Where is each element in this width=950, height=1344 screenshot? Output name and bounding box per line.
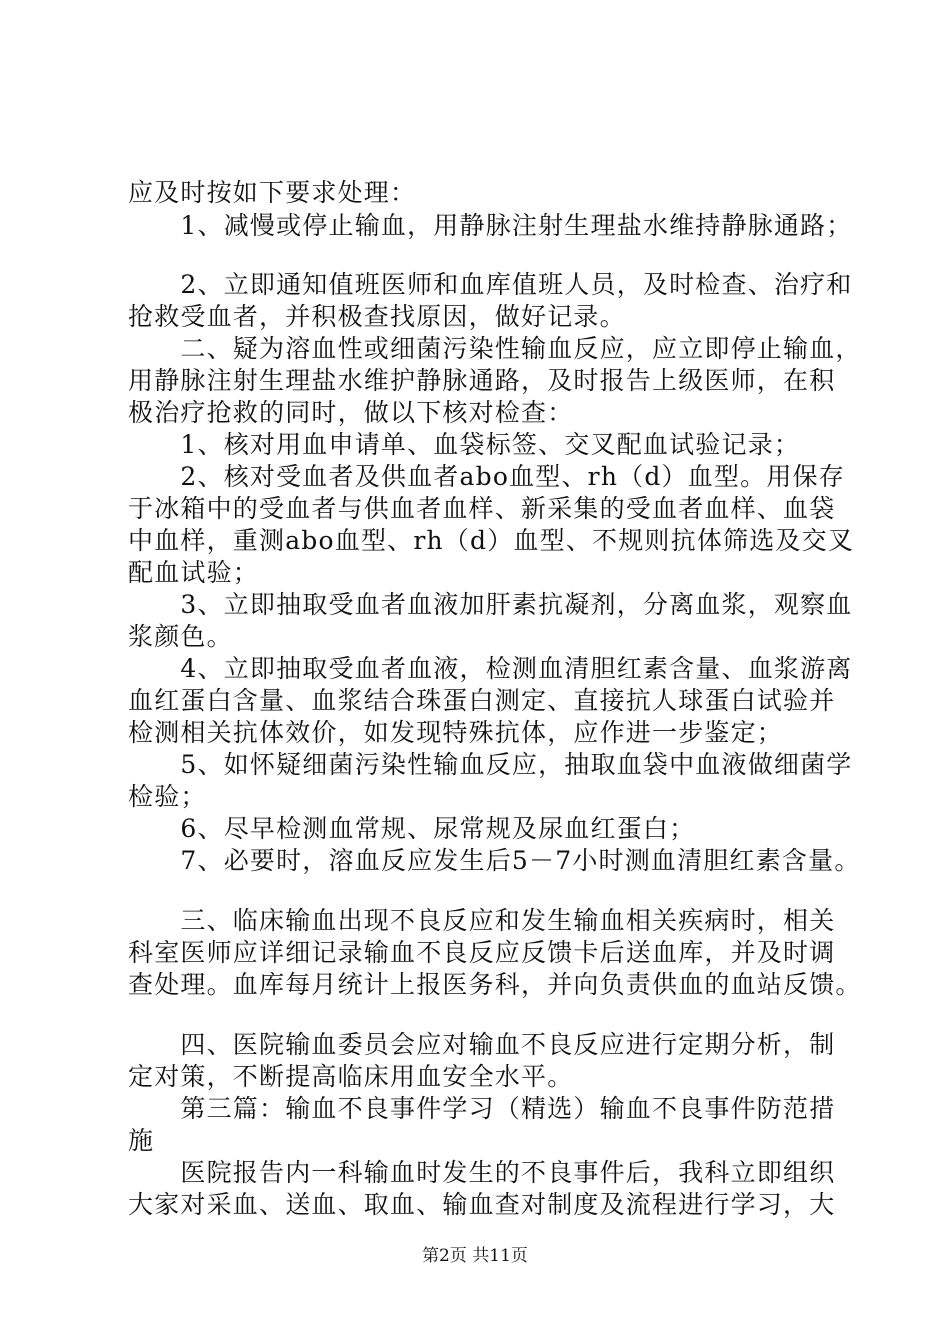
- text-line: 大家对采血、送血、取血、输血查对制度及流程进行学习，大: [128, 1190, 836, 1219]
- text-line: 7、必要时，溶血反应发生后5－7小时测血清胆红素含量。: [128, 846, 861, 875]
- text-line: 6、尽早检测血常规、尿常规及尿血红蛋白；: [128, 814, 696, 843]
- text-line: 查处理。血库每月统计上报医务科，并向负责供血的血站反馈。: [128, 970, 862, 999]
- text-line: 于冰箱中的受血者与供血者血样、新采集的受血者血样、血袋: [128, 494, 836, 523]
- text-line: 三、临床输血出现不良反应和发生输血相关疾病时，相关: [128, 906, 836, 935]
- text-line: 应及时按如下要求处理：: [128, 178, 417, 207]
- page-number: 第2页 共11页: [422, 1246, 528, 1266]
- text-line: 极治疗抢救的同时，做以下核对检查：: [128, 398, 574, 427]
- text-line: 5、如怀疑细菌污染性输血反应，抽取血袋中血液做细菌学: [128, 750, 853, 779]
- text-line: 中血样，重测abo血型、rh（d）血型、不规则抗体筛选及交叉: [128, 526, 855, 555]
- text-line: 医院报告内一科输血时发生的不良事件后，我科立即组织: [128, 1158, 836, 1187]
- text-line: 1、减慢或停止输血，用静脉注射生理盐水维持静脉通路；: [128, 211, 853, 240]
- text-line: 2、立即通知值班医师和血库值班人员，及时检查、治疗和: [128, 270, 853, 299]
- text-line: 配血试验；: [128, 558, 260, 587]
- text-line: 科室医师应详细记录输血不良反应反馈卡后送血库，并及时调: [128, 938, 836, 967]
- text-line: 4、立即抽取受血者血液，检测血清胆红素含量、血浆游离: [128, 654, 853, 683]
- text-line: 血红蛋白含量、血浆结合珠蛋白测定、直接抗人球蛋白试验并: [128, 686, 836, 715]
- text-line: 检验；: [128, 782, 207, 811]
- text-line: 2、核对受血者及供血者abo血型、rh（d）血型。用保存: [128, 462, 845, 491]
- text-line: 检测相关抗体效价，如发现特殊抗体，应作进一步鉴定；: [128, 718, 784, 747]
- text-line: 四、医院输血委员会应对输血不良反应进行定期分析，制: [128, 1030, 836, 1059]
- text-line: 3、立即抽取受血者血液加肝素抗凝剂，分离血浆，观察血: [128, 590, 853, 619]
- text-line: 二、疑为溶血性或细菌污染性输血反应，应立即停止输血，: [128, 334, 862, 363]
- text-line: 定对策，不断提高临床用血安全水平。: [128, 1062, 574, 1091]
- text-line: 抢救受血者，并积极查找原因，做好记录。: [128, 302, 626, 331]
- text-line: 用静脉注射生理盐水维护静脉通路，及时报告上级医师，在积: [128, 366, 836, 395]
- text-line: 第三篇：输血不良事件学习（精选）输血不良事件防范措: [128, 1094, 836, 1123]
- text-line: 施: [128, 1126, 155, 1155]
- text-line: 1、核对用血申请单、血袋标签、交叉配血试验记录；: [128, 430, 801, 459]
- text-line: 浆颜色。: [128, 622, 233, 651]
